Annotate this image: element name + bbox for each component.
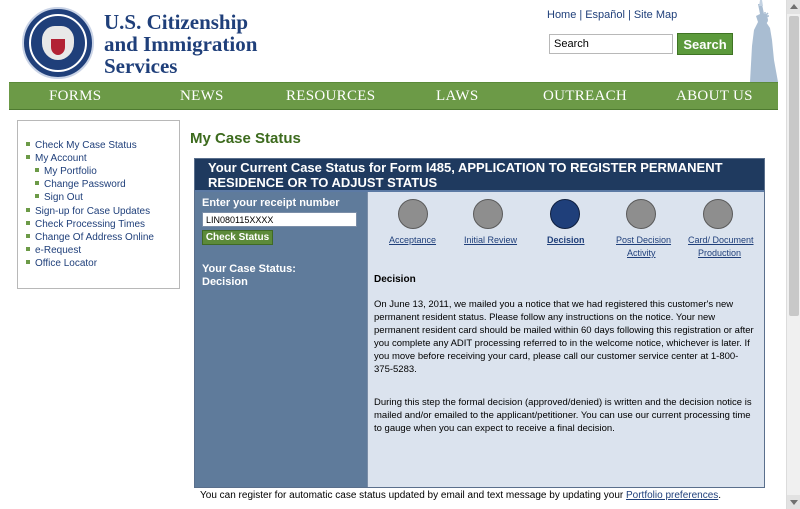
step-initial-review-icon: [473, 199, 503, 229]
sidebar-item-processing-times[interactable]: Check Processing Times: [26, 219, 145, 230]
arrow-up-icon: [790, 4, 798, 9]
footer-note: [200, 490, 721, 501]
sidebar-item-my-portfolio[interactable]: My Portfolio: [35, 166, 97, 177]
step-initial-review-label[interactable]: Initial Review: [464, 235, 518, 245]
page-scrollbar[interactable]: [786, 0, 800, 509]
case-status-label: Your Case Status:: [202, 263, 296, 275]
agency-line-1: U.S. Citizenship: [104, 10, 249, 34]
step-acceptance-icon: [398, 199, 428, 229]
detail-paragraph-1: On June 13, 2011, we mailed you a notice that we had registered this customer's new permanent resident status. Please follow any instructions on the notice. Your new permanent resident card should be mailed within 60 days following this registration or after you complete any ADIT processing referred to in the welcome notice, whichever is later. If you move before receiving your card, please call our customer service center at 1-800-375-5283.: [374, 299, 754, 375]
step-decision-icon: [550, 199, 580, 229]
utility-links: Home | Español | Site Map: [547, 9, 678, 21]
footer-text: You can register for automatic case status updated by email and text message by updating your: [200, 490, 626, 501]
case-status-panel: [194, 158, 765, 488]
status-header-text: Your Current Case Status for Form I485, APPLICATION TO REGISTER PERMANENT RESIDENCE OR TO ADJUST STATUS: [208, 160, 723, 190]
receipt-number-input[interactable]: [202, 212, 357, 227]
detail-title: Decision: [374, 274, 416, 285]
agency-name[interactable]: [104, 11, 257, 77]
espanol-link[interactable]: Español: [585, 9, 625, 21]
sidebar-item-check-case-status[interactable]: Check My Case Status: [26, 140, 137, 151]
case-status-value: Decision: [202, 276, 248, 288]
nav-news[interactable]: NEWS: [180, 88, 224, 104]
sidebar-item-change-address[interactable]: Change Of Address Online: [26, 232, 154, 243]
detail-paragraph-2: During this step the formal decision (approved/denied) is written and the decision notice is mailed and/or emailed to the applicant/petitioner. You can use our current processing time to gauge when you can expect to receive a final decision.: [374, 397, 752, 434]
agency-line-3: Services: [104, 54, 178, 78]
sidebar-item-e-request[interactable]: e-Request: [26, 245, 81, 256]
step-card-production-icon: [703, 199, 733, 229]
sidebar: [17, 120, 180, 289]
arrow-down-icon: [790, 500, 798, 505]
nav-laws[interactable]: LAWS: [436, 88, 479, 104]
nav-about-us[interactable]: ABOUT US: [676, 88, 753, 104]
statue-of-liberty-icon: [738, 0, 786, 82]
sidebar-item-case-updates[interactable]: Sign-up for Case Updates: [26, 206, 150, 217]
sidebar-item-sign-out[interactable]: Sign Out: [35, 192, 83, 203]
nav-outreach[interactable]: OUTREACH: [543, 88, 628, 104]
nav-forms[interactable]: FORMS: [49, 88, 102, 104]
step-card-production-label-1[interactable]: Card/ Document: [688, 235, 754, 245]
step-decision-label[interactable]: Decision: [547, 235, 585, 245]
step-card-production-label-2[interactable]: Production: [698, 248, 742, 258]
nav-resources[interactable]: RESOURCES: [286, 88, 376, 104]
step-post-decision-icon: [626, 199, 656, 229]
agency-line-2: and Immigration: [104, 32, 258, 56]
footer-end: .: [718, 490, 722, 501]
sidebar-item-change-password[interactable]: Change Password: [35, 179, 126, 190]
home-link[interactable]: Home: [547, 9, 577, 21]
dhs-seal-icon[interactable]: [22, 7, 94, 79]
search-button[interactable]: Search: [677, 33, 733, 55]
check-status-button[interactable]: Check Status: [202, 230, 273, 245]
scroll-down-button[interactable]: [787, 495, 800, 509]
portfolio-preferences-link[interactable]: Portfolio preferences: [626, 490, 719, 501]
step-acceptance-label[interactable]: Acceptance: [389, 235, 437, 245]
status-header: [195, 159, 764, 192]
scroll-up-button[interactable]: [787, 0, 800, 14]
status-detail-panel: [367, 192, 764, 487]
step-post-decision-label-1[interactable]: Post Decision: [616, 235, 672, 245]
site-header: [0, 0, 786, 82]
receipt-panel: [195, 192, 367, 487]
site-map-link[interactable]: Site Map: [633, 9, 678, 21]
main-navigation: [9, 82, 778, 110]
page-title: My Case Status: [190, 130, 301, 147]
step-post-decision-label-2[interactable]: Activity: [627, 248, 656, 258]
sidebar-item-my-account[interactable]: My Account: [26, 153, 87, 164]
scroll-thumb[interactable]: [789, 16, 799, 316]
receipt-label: Enter your receipt number: [202, 197, 340, 209]
sidebar-item-office-locator[interactable]: Office Locator: [26, 258, 97, 269]
search-input[interactable]: [549, 34, 673, 54]
